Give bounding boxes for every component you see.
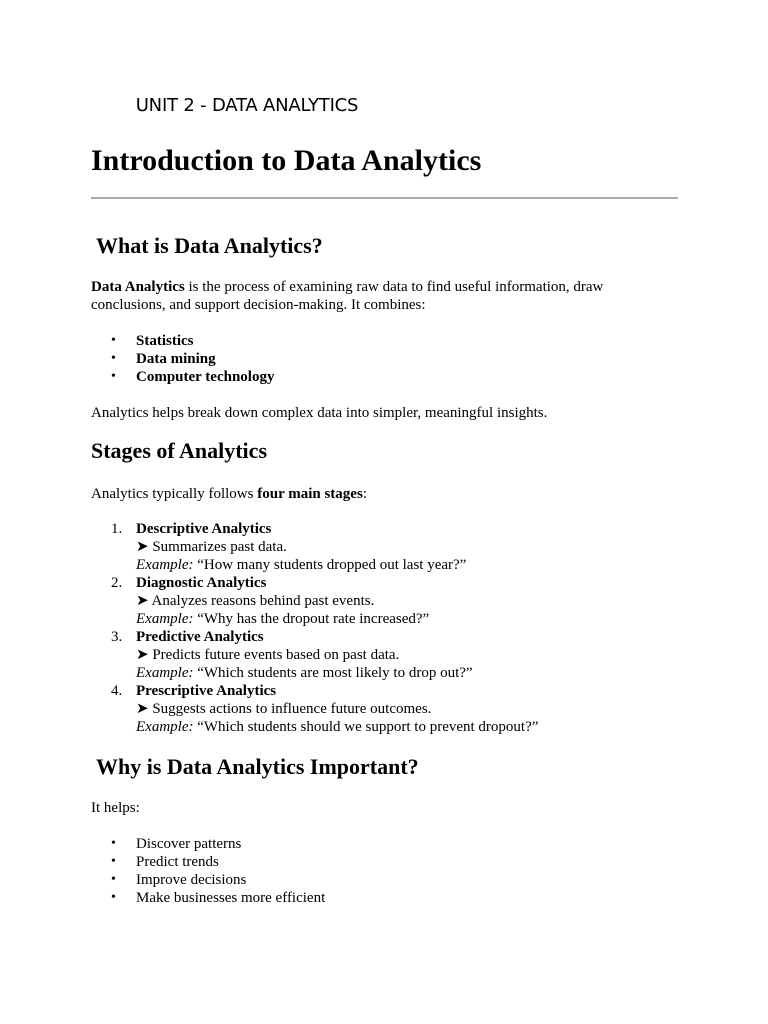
stage-number: 4. [111, 683, 123, 699]
stage-example: “Which students are most likely to drop out?” [193, 665, 473, 681]
section-what-is-intro [91, 278, 678, 314]
stage-title: Prescriptive Analytics [136, 683, 277, 699]
section-heading-what-is: What is Data Analytics? [96, 233, 323, 258]
list-item-text: Predict trends [136, 854, 219, 870]
section-stages-intro [91, 485, 678, 503]
intro-term: Data Analytics [91, 279, 185, 295]
list-item-text: Data mining [136, 351, 216, 367]
section-importance-intro: It helps: [91, 800, 140, 816]
stage-example: “How many students dropped out last year?” [193, 557, 467, 573]
bullet-icon: • [111, 351, 116, 366]
stage-description: ➤ Analyzes reasons behind past events. [136, 593, 375, 609]
stage-number: 2. [111, 575, 123, 591]
intro-punctuation: : [362, 486, 367, 502]
stage-item [91, 682, 538, 736]
list-item [91, 853, 325, 871]
stage-example: “Which students should we support to prevent dropout?” [193, 719, 539, 735]
stage-description: ➤ Suggests actions to influence future outcomes. [136, 701, 432, 717]
stage-description: ➤ Predicts future events based on past data. [136, 647, 400, 663]
stage-description: ➤ Summarizes past data. [136, 539, 287, 555]
horizontal-rule [91, 197, 678, 199]
bullet-icon: • [111, 836, 116, 851]
section-heading-importance: Why is Data Analytics Important? [96, 754, 419, 779]
bullet-icon: • [111, 369, 116, 384]
combines-list [91, 332, 274, 386]
stage-title: Diagnostic Analytics [136, 575, 267, 591]
example-label: Example: [136, 719, 194, 735]
stage-title: Predictive Analytics [136, 629, 264, 645]
list-item [91, 835, 325, 853]
stage-number: 3. [111, 629, 123, 645]
stages-list [91, 520, 538, 736]
stage-item [91, 574, 538, 628]
bullet-icon: • [111, 890, 116, 905]
section-heading-stages: Stages of Analytics [91, 438, 267, 463]
list-item-text: Improve decisions [136, 872, 247, 888]
stage-number: 1. [111, 521, 123, 537]
page-title: Introduction to Data Analytics [91, 144, 482, 177]
intro-emphasis: four main stages [257, 486, 363, 502]
stage-item [91, 628, 538, 682]
section-what-is-closing: Analytics helps break down complex data into simpler, meaningful insights. [91, 405, 548, 421]
stage-title: Descriptive Analytics [136, 521, 272, 537]
intro-text-line1: is the process of examining raw data to find useful information, draw [184, 279, 604, 295]
stage-example: “Why has the dropout rate increased?” [193, 611, 430, 627]
list-item [91, 889, 325, 907]
stage-item [91, 520, 538, 574]
list-item-text: Computer technology [136, 369, 275, 385]
benefits-list [91, 835, 325, 907]
list-item-text: Statistics [136, 333, 194, 349]
intro-text: Analytics typically follows [91, 486, 258, 502]
list-item [91, 368, 274, 386]
list-item-text: Discover patterns [136, 836, 242, 852]
example-label: Example: [136, 557, 194, 573]
bullet-icon: • [111, 854, 116, 869]
list-item [91, 332, 274, 350]
intro-text-line2: conclusions, and support decision-making. It combines: [91, 297, 426, 313]
list-item-text: Make businesses more efficient [136, 890, 326, 906]
example-label: Example: [136, 665, 194, 681]
bullet-icon: • [111, 333, 116, 348]
unit-title: UNIT 2 - DATA ANALYTICS [135, 95, 359, 116]
example-label: Example: [136, 611, 194, 627]
bullet-icon: • [111, 872, 116, 887]
list-item [91, 871, 325, 889]
list-item [91, 350, 274, 368]
